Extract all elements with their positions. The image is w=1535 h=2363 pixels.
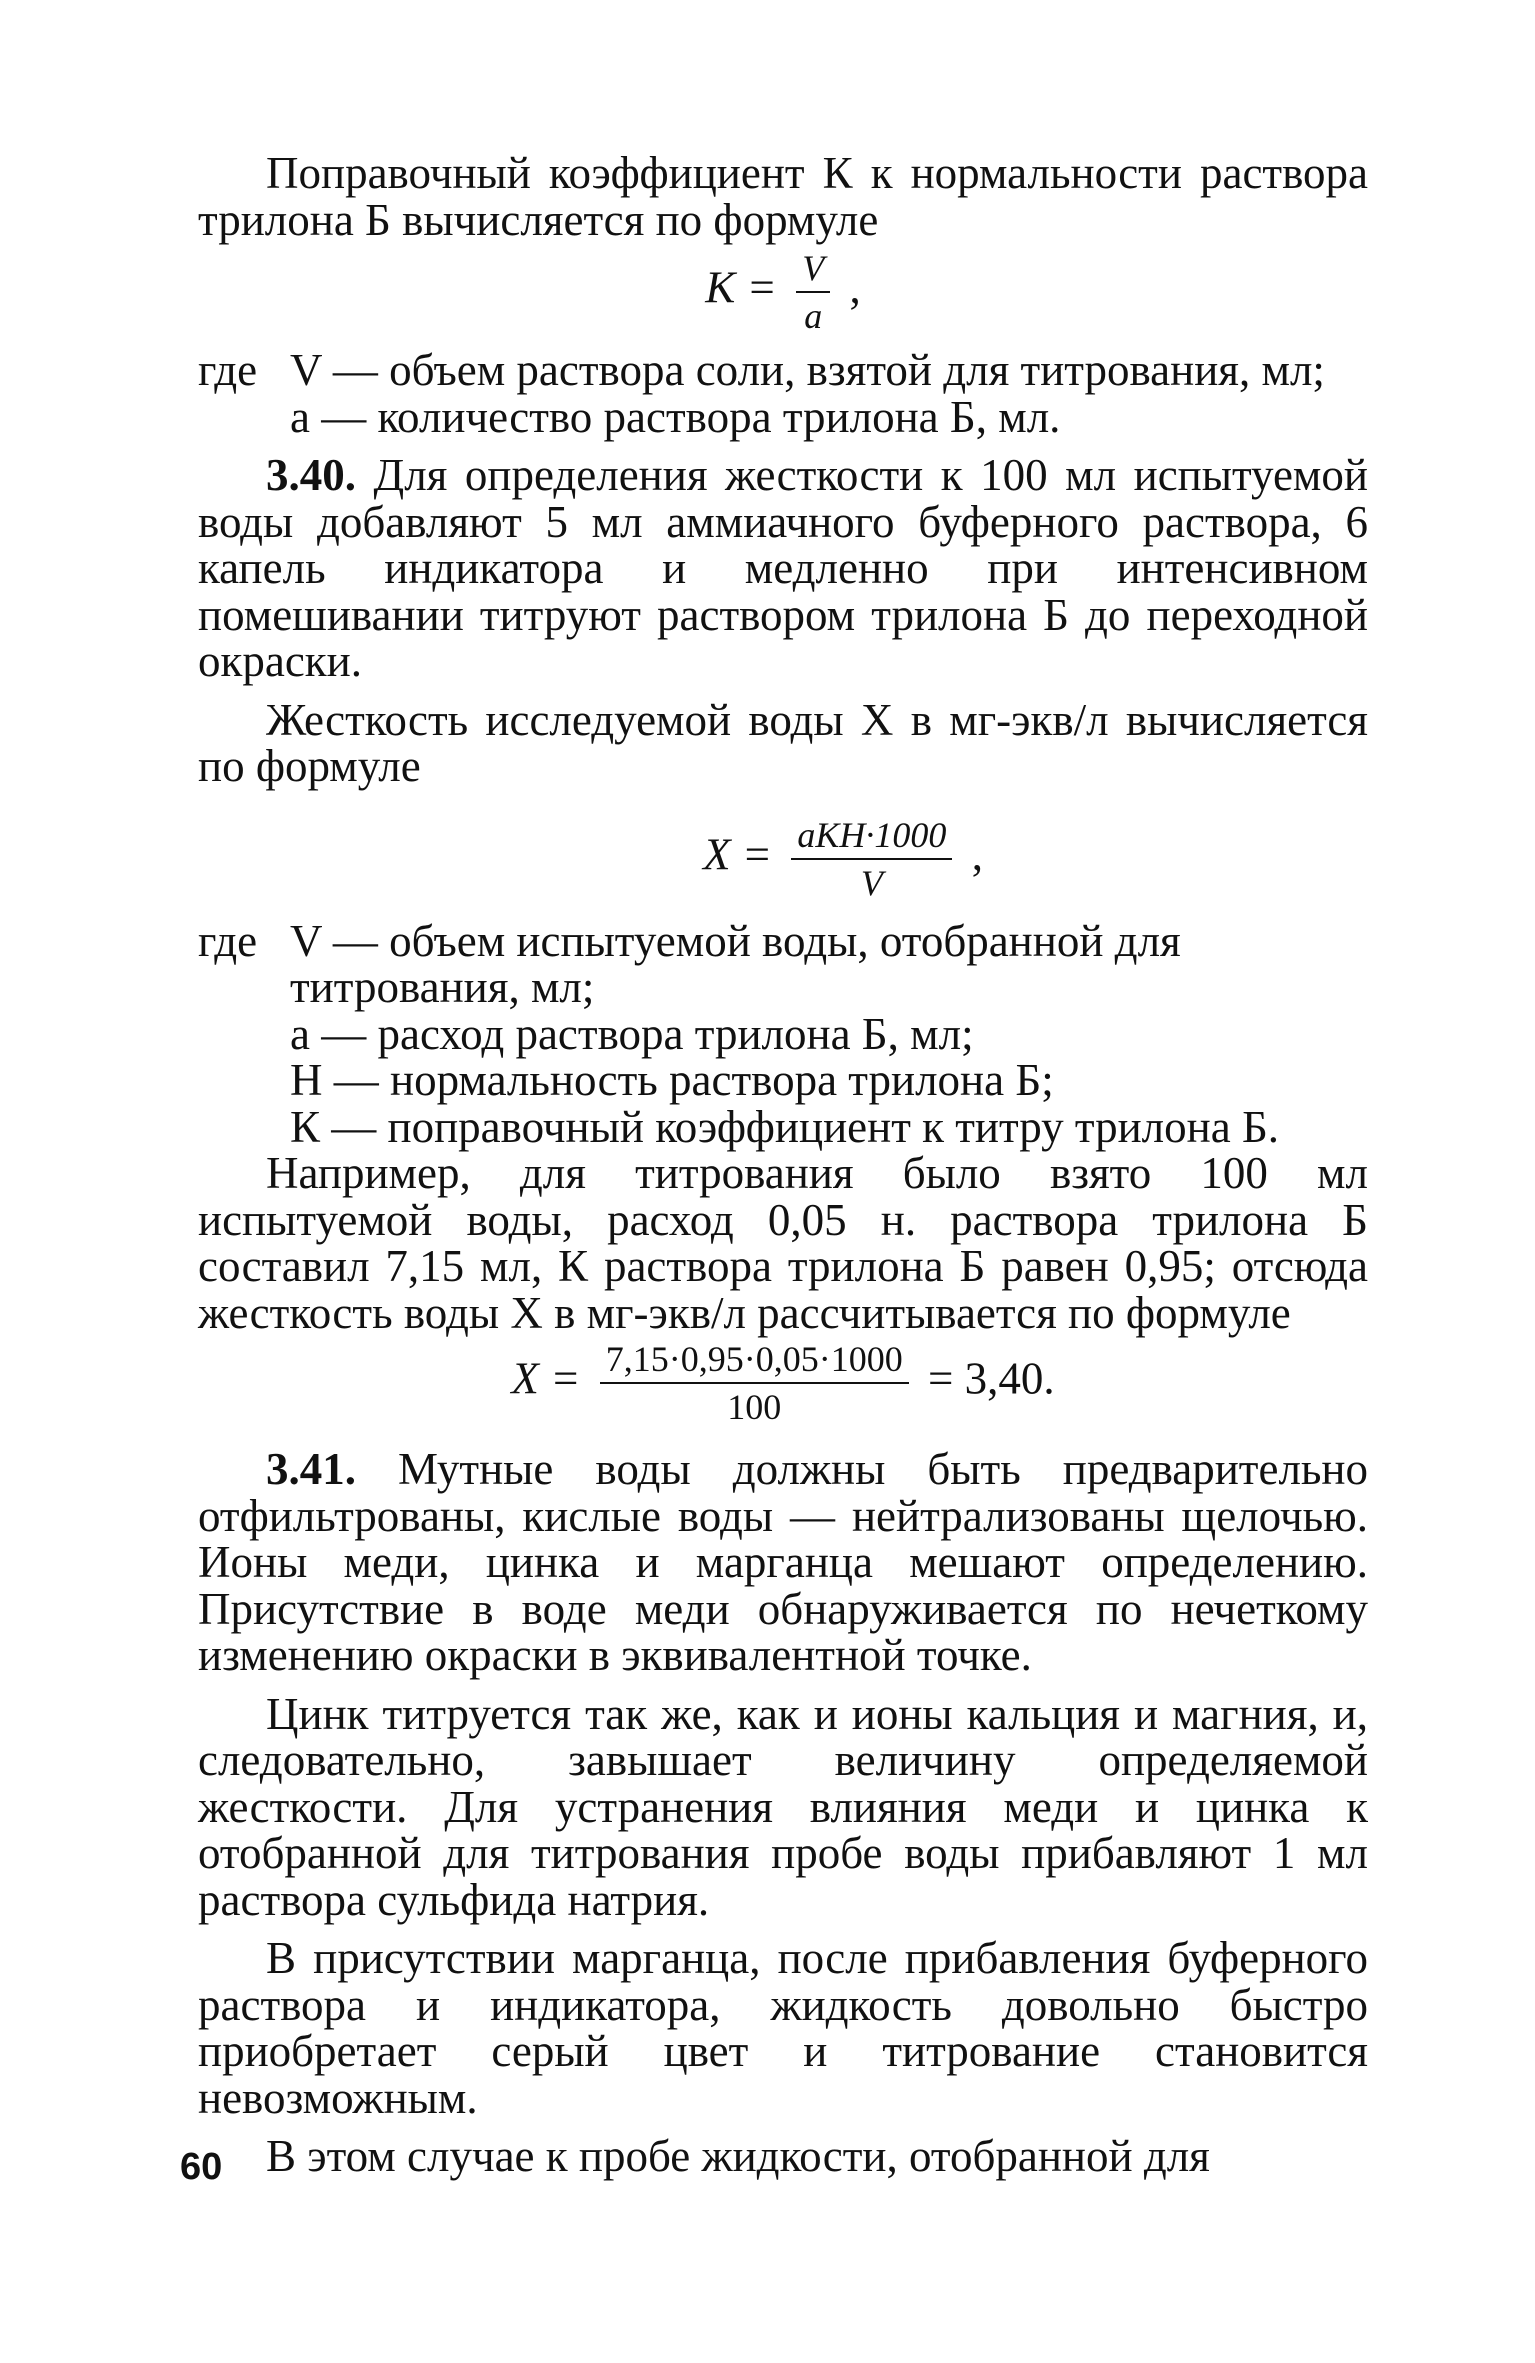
paragraph-manganese: В присутствии марганца, после прибавления буферного раствора и индикатора, жидкость довольно быстро приобретает серый цвет и титрование становится невозможным. <box>198 1933 1368 2123</box>
paragraph-example: Например, для титрования было взято 100 мл испытуемой воды, расход 0,05 н. раствора трилона Б составил 7,15 мл, К раствора трилона Б равен 0,95; отсюда жесткость воды X в мг-экв/л рассчитывается по формуле <box>198 1148 1368 1338</box>
formula-example-fraction <box>600 1338 909 1428</box>
paragraph-text: Мутные воды должны быть предварительно отфильтрованы, кислые воды — нейтрализованы щелочью. Ионы меди, цинка и марганца мешают определению. Присутствие в воде меди обнаруживается по нечеткому изменению окраски в эквивалентной точке. <box>198 1444 1369 1680</box>
page-number: 60 <box>180 2146 223 2188</box>
definition-row <box>198 347 1368 394</box>
formula-x-numerator: aKH·1000 <box>791 814 952 860</box>
formula-x-fraction <box>791 814 952 904</box>
formula-x-lhs: X = <box>703 828 773 879</box>
definition-row <box>198 915 1368 1012</box>
definition-text: К — поправочный коэффициент к титру трилона Б. <box>290 1101 1280 1152</box>
body-text <box>198 150 1368 2180</box>
paragraph-continued: В этом случае к пробе жидкости, отобранной для <box>266 2131 1210 2181</box>
definitions-2 <box>198 915 1368 1152</box>
paragraph-text: Для определения жесткости к 100 мл испытуемой воды добавляют 5 мл аммиачного буферного раствора, 6 капель индикатора и медленно при интенсивном помешивании титруют раствором трилона Б до переходной окраски. <box>198 450 1368 686</box>
formula-example-lhs: X = <box>511 1353 581 1404</box>
definitions-1 <box>198 347 1368 440</box>
paragraph-hardness: Жесткость исследуемой воды X в мг-экв/л вычисляется по формуле <box>198 694 1368 791</box>
paragraph-3-40 <box>198 452 1368 685</box>
definition-lead-spacer <box>198 394 290 441</box>
definition-row <box>198 1101 1368 1152</box>
formula-k-tail: , <box>849 262 861 313</box>
definition-row <box>198 1057 1368 1104</box>
paragraph-correction-factor: Поправочный коэффициент К к нормальности раствора трилона Б вычисляется по формуле <box>198 148 1368 245</box>
definition-text: а — количество раствора трилона Б, мл. <box>290 391 1061 442</box>
formula-k <box>198 247 1368 337</box>
definition-text: Н — нормальность раствора трилона Б; <box>290 1055 1054 1105</box>
definition-lead: где <box>198 915 258 966</box>
formula-k-denominator: a <box>804 296 823 336</box>
definition-text: а — расход раствора трилона Б, мл; <box>290 1008 974 1059</box>
paragraph-3-41 <box>198 1446 1368 1679</box>
paragraph-zinc: Цинк титруется так же, как и ионы кальция и магния, и, следовательно, завышает величину определяемой жесткости. Для устранения влияния меди и цинка к отобранной для титрования пробе воды прибавляют 1 мл раствора сульфида натрия. <box>198 1688 1368 1925</box>
definition-text: V — объем раствора соли, взятой для титрования, мл; <box>290 345 1325 395</box>
definition-lead-spacer <box>198 1104 290 1151</box>
formula-x-tail: , <box>971 828 983 879</box>
formula-example-denominator: 100 <box>727 1387 782 1427</box>
formula-x <box>198 814 1368 904</box>
formula-x-denominator: V <box>860 862 883 903</box>
definition-lead-spacer <box>198 1057 290 1104</box>
definition-text: V — объем испытуемой воды, отобранной для титрования, мл; <box>290 915 1181 1012</box>
formula-k-lhs: K = <box>705 262 777 313</box>
section-number: 3.41. <box>266 1444 356 1494</box>
definition-row <box>198 391 1368 442</box>
formula-k-numerator: V <box>796 247 830 293</box>
formula-example-result: = 3,40. <box>927 1353 1055 1404</box>
definition-lead-spacer <box>198 1011 290 1058</box>
definition-lead: где <box>198 345 258 395</box>
formula-k-fraction <box>796 247 830 337</box>
section-number: 3.40. <box>266 450 356 500</box>
formula-example-numerator: 7,15·0,95·0,05·1000 <box>600 1338 909 1384</box>
definition-row <box>198 1008 1368 1059</box>
formula-example <box>198 1338 1368 1428</box>
